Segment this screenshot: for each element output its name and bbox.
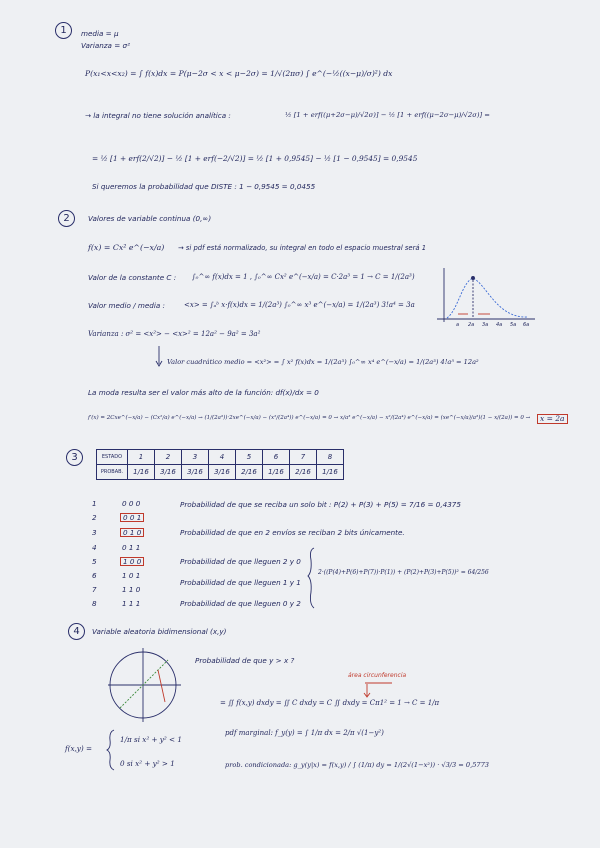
section-1-number: 1 — [55, 22, 72, 39]
graph-tick-4: 4a — [496, 322, 503, 328]
table-cell: 3/16 — [155, 465, 182, 480]
conclusion-line: Si queremos la probabilidad que DISTE : 1 − 0,9545 = 0,0455 — [92, 182, 316, 191]
state-bits: 0 1 1 — [122, 543, 141, 552]
fxy-case-2: 0 si x² + y² > 1 — [120, 759, 175, 768]
conditional-probability: prob. condicionada: g_y(y|x) = f(x,y) / ∫ (1/π) dy = 1/(2√(1−x²)) · √3/3 = 0,5773 — [225, 761, 489, 769]
state-number: 3 — [92, 528, 97, 537]
integral-note: → la integral no tiene solución analítica : — [85, 111, 231, 120]
table-cell: 1 — [128, 450, 155, 465]
section-4-number: 4 — [68, 623, 85, 640]
mean-label: Valor medio / media : — [88, 301, 165, 310]
constant-equation: ∫₀^∞ f(x)dx = 1 , ∫₀^∞ Cx² e^(−x/a) = C·2a³ = 1 → C = 1/(2a³) — [192, 273, 415, 281]
moda-result: x = 2a — [537, 414, 568, 424]
graph-tick-3: 3a — [482, 322, 489, 328]
case-2-0: Probabilidad de que lleguen 2 y 0 — [180, 557, 301, 566]
state-number: 1 — [92, 499, 97, 508]
table-cell: 1/16 — [317, 465, 344, 480]
result-line: = ½ [1 + erf(2/√2)] − ½ [1 + erf(−2/√2)] = ½ [1 + 0,9545] − ½ [1 − 0,9545] = 0,9545 — [92, 154, 418, 163]
pdf-note: → si pdf está normalizado, su integral en todo el espacio muestral será 1 — [178, 244, 427, 252]
table-cell: 3 — [182, 450, 209, 465]
state-number: 5 — [92, 557, 97, 566]
table-cell: 2 — [155, 450, 182, 465]
state-bits: 0 0 1 — [120, 513, 144, 522]
case-1-1: Probabilidad de que lleguen 1 y 1 — [180, 578, 301, 587]
table-cell: 2/16 — [236, 465, 263, 480]
table-cell: 5 — [236, 450, 263, 465]
table-cell: 4 — [209, 450, 236, 465]
state-bits: 0 0 0 — [122, 499, 141, 508]
state-number: 2 — [92, 513, 97, 522]
marginal-pdf: pdf marginal: f_y(y) = ∫ 1/π dx = 2/π √(1−y²) — [225, 729, 384, 737]
variance-equation: Varianza : σ² = <x²> − <x>² = 12a² − 9a² = 3a² — [88, 330, 261, 338]
two-bits-question: Probabilidad de que en 2 envíos se reciban 2 bits únicamente. — [180, 528, 405, 537]
mean-equation: <x> = ∫ₐᵇ x·f(x)dx = 1/(2a³) ∫₀^∞ x³ e^(−x/a) = 1/(2a³) 3!a⁴ = 3a — [184, 301, 415, 309]
table-cell: 1/16 — [263, 465, 290, 480]
graph-tick-1: a — [456, 322, 460, 328]
table-cell: ESTADO — [97, 450, 128, 465]
single-bit-probability: Probabilidad de que se reciba un solo bit : P(2) + P(3) + P(5) = 7/16 = 0,4375 — [180, 500, 461, 509]
state-bits: 0 1 0 — [120, 528, 144, 537]
state-bits: 1 1 0 — [122, 585, 141, 594]
continuous-intro: Valores de variable continua (0,∞) — [88, 214, 212, 223]
media-text: media = μ — [81, 29, 119, 38]
state-number: 6 — [92, 571, 97, 580]
pdf-definition: f(x) = Cx² e^(−x/a) — [88, 243, 165, 252]
table-cell: 7 — [290, 450, 317, 465]
state-bits: 1 0 1 — [122, 571, 141, 580]
fxy-case-1: 1/π si x² + y² < 1 — [120, 735, 182, 744]
fxy-label: f(x,y) = — [65, 744, 92, 753]
probability-equation: P(x₁<x<x₂) = ∫ f(x)dx = P(μ−2σ < x < μ−2σ) = 1/√(2πσ) ∫ e^(−½((x−μ)/σ)²) dx — [85, 69, 393, 78]
table-cell: 1/16 — [128, 465, 155, 480]
graph-tick-2: 2a — [468, 322, 475, 328]
graph-tick-6: 6a — [523, 322, 530, 328]
moda-line: La moda resulta ser el valor más alto de la función: df(x)/dx = 0 — [88, 388, 319, 397]
derivative-equation: f′(x) = 2Cxe^(−x/a) − (Cx²/a) e^(−x/a) → (1/(2a³))·2xe^(−x/a) − (x²/(2a⁴)) e^(−x/a) = 0 → x/a³ e^(−x/a) − x²/(2a⁴) e^(−x/a) = (xe^(−x/a)/a³)(1 − x/(2a)) = 0 → — [88, 415, 531, 421]
state-bits: 1 1 1 — [122, 599, 141, 608]
constant-label: Valor de la constante C : — [88, 273, 177, 282]
state-number: 4 — [92, 543, 97, 552]
y-greater-x-question: Probabilidad de que y > x ? — [195, 656, 295, 665]
table-cell: 6 — [263, 450, 290, 465]
state-number: 7 — [92, 585, 97, 594]
probability-table — [96, 449, 344, 480]
erf-line: ½ [1 + erf((μ+2σ−μ)/√2σ)] − ½ [1 + erf((μ−2σ−μ)/√2σ)] = — [285, 111, 490, 119]
area-label: área circunferencia — [348, 672, 407, 679]
table-cell: 2/16 — [290, 465, 317, 480]
section-3-number: 3 — [66, 449, 83, 466]
case-0-2: Probabilidad de que lleguen 0 y 2 — [180, 599, 301, 608]
section-2-number: 2 — [58, 210, 75, 227]
table-cell: 3/16 — [209, 465, 236, 480]
table-row — [97, 465, 344, 480]
state-bits: 1 0 0 — [120, 557, 144, 566]
table-header-row — [97, 450, 344, 465]
state-number: 8 — [92, 599, 97, 608]
quadratic-mean-equation: Valor cuadrático medio = <x²> = ∫ x² f(x)dx = 1/(2a³) ∫₀^∞ x⁴ e^(−x/a) = 1/(2a³) 4!a⁵ = 12a² — [167, 358, 479, 366]
normalization-equation: = ∬ f(x,y) dxdy = ∬ C dxdy = C ∬ dxdy = Cπ1² = 1 → C = 1/π — [220, 699, 440, 707]
table-cell: 8 — [317, 450, 344, 465]
graph-tick-5: 5a — [510, 322, 517, 328]
table-cell: 3/16 — [182, 465, 209, 480]
table-cell: PROBAB. — [97, 465, 128, 480]
varianza-text: Varianza = σ² — [81, 41, 130, 50]
bivariate-intro: Variable aleatoria bidimensional (x,y) — [92, 627, 227, 636]
two-bits-result: 2·((P(4)+P(6)+P(7))·P(1)) + (P(2)+P(3)+P(5))² = 64/256 — [318, 569, 489, 576]
